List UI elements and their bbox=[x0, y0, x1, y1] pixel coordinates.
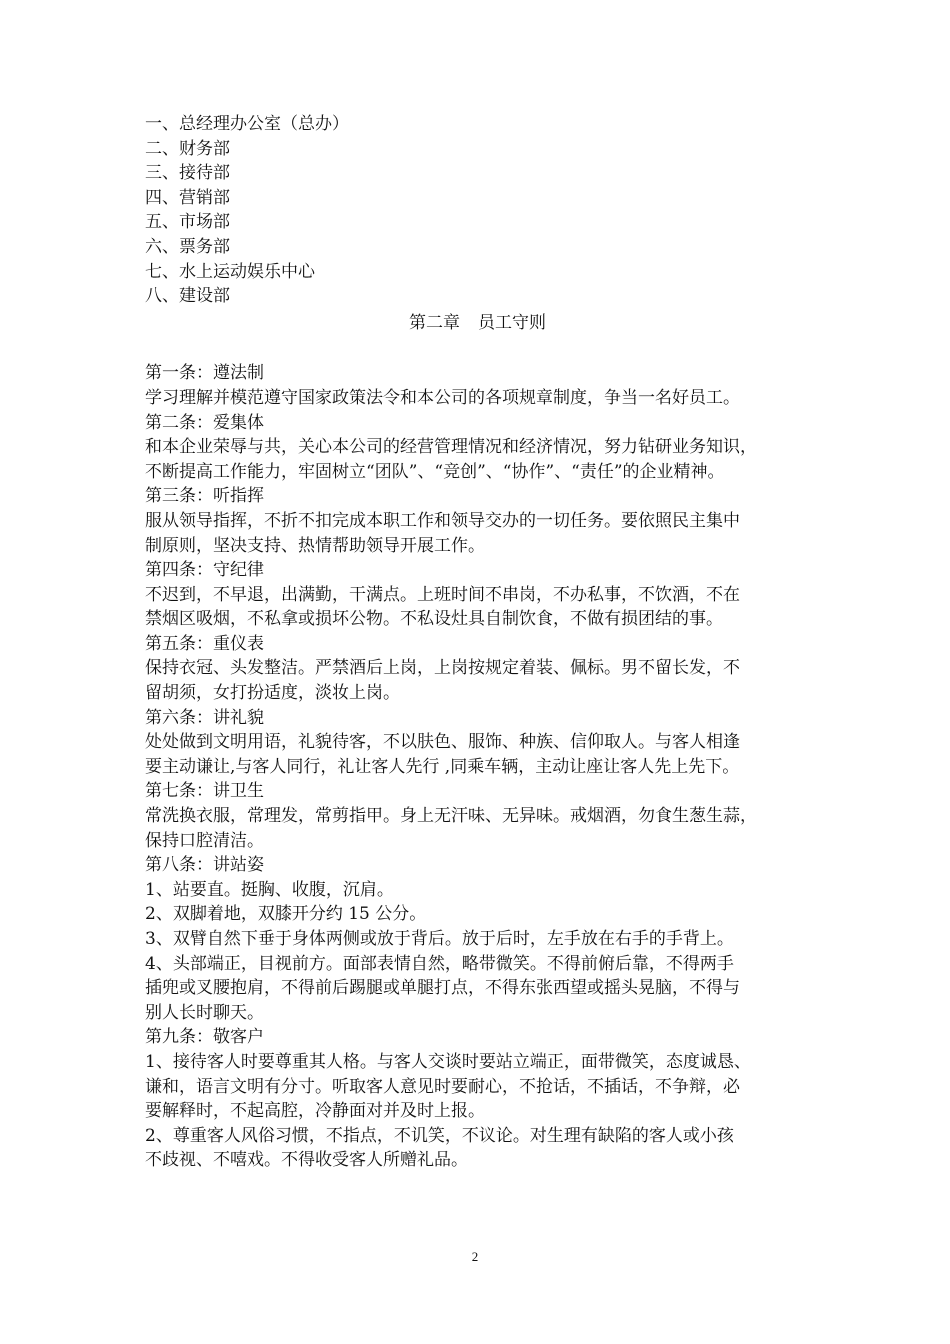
article-text-line: 不歧视、不嘻戏。不得收受客人所赠礼品。 bbox=[145, 1150, 468, 1171]
department-item: 四、营销部 bbox=[145, 187, 230, 208]
article-text-line: 不迟到，不早退，出满勤，干满点。上班时间不串岗，不办私事，不饮酒，不在 bbox=[145, 584, 740, 605]
article bbox=[145, 853, 810, 1025]
article-text-line: 服从领导指挥，不折不扣完成本职工作和领导交办的一切任务。要依照民主集中 bbox=[145, 510, 740, 531]
article bbox=[145, 706, 810, 780]
department-item: 七、水上运动娱乐中心 bbox=[145, 261, 315, 282]
department-item: 八、建设部 bbox=[145, 286, 230, 307]
article-text-line: 常洗换衣服，常理发，常剪指甲。身上无汗味、无异味。戒烟酒，勿食生葱生蒜， bbox=[145, 806, 757, 827]
article-heading: 第五条：重仪表 bbox=[145, 633, 264, 654]
article-text-line: 处处做到文明用语，礼貌待客，不以肤色、服饰、种族、信仰取人。与客人相逢 bbox=[145, 732, 740, 753]
article-text-line: 谦和，语言文明有分寸。听取客人意见时要耐心，不抢话，不插话，不争辩，必 bbox=[145, 1076, 740, 1097]
article bbox=[145, 361, 810, 410]
article-text-line: 制原则，坚决支持、热情帮助领导开展工作。 bbox=[145, 535, 485, 556]
article-list bbox=[145, 361, 810, 1173]
department-item: 三、接待部 bbox=[145, 163, 230, 184]
department-item: 二、财务部 bbox=[145, 138, 230, 159]
article-text-line: 别人长时聊天。 bbox=[145, 1002, 264, 1023]
article-text-line: 保持口腔清洁。 bbox=[145, 830, 264, 851]
article-text-line: 1、站要直。挺胸、收腹，沉肩。 bbox=[145, 879, 394, 900]
article-heading: 第四条：守纪律 bbox=[145, 560, 264, 581]
department-list bbox=[145, 112, 810, 309]
article-text-line: 要主动谦让,与客人同行，礼让客人先行 ,同乘车辆，主动让座让客人先上先下。 bbox=[145, 756, 740, 777]
article-heading: 第三条：听指挥 bbox=[145, 486, 264, 507]
chapter-number: 第二章 bbox=[409, 312, 460, 333]
article bbox=[145, 632, 810, 706]
article bbox=[145, 1025, 810, 1173]
article bbox=[145, 411, 810, 485]
article bbox=[145, 779, 810, 853]
article-heading: 第六条：讲礼貌 bbox=[145, 707, 264, 728]
article-text-line: 要解释时，不起高腔，冷静面对并及时上报。 bbox=[145, 1101, 485, 1122]
page-content bbox=[145, 112, 810, 1173]
article-heading: 第二条：爱集体 bbox=[145, 412, 264, 433]
article-text-line: 禁烟区吸烟，不私拿或损坏公物。不私设灶具自制饮食，不做有损团结的事。 bbox=[145, 609, 723, 630]
chapter-title: 员工守则 bbox=[478, 312, 546, 333]
article-text-line: 插兜或叉腰抱肩，不得前后踢腿或单腿打点，不得东张西望或摇头晃脑，不得与 bbox=[145, 978, 740, 999]
article-text-line: 2、双脚着地，双膝开分约 15 公分。 bbox=[145, 904, 427, 925]
article-text-line: 不断提高工作能力，牢固树立“团队”、“竞创”、“协作”、“责任”的企业精神。 bbox=[145, 461, 725, 482]
article-heading: 第七条：讲卫生 bbox=[145, 781, 264, 802]
article-text-line: 留胡须，女打扮适度，淡妆上岗。 bbox=[145, 683, 400, 704]
article-text-line: 和本企业荣辱与共，关心本公司的经营管理情况和经济情况，努力钻研业务知识， bbox=[145, 437, 757, 458]
article bbox=[145, 484, 810, 558]
article-text-line: 4、头部端正，目视前方。面部表情自然，略带微笑。不得前俯后靠，不得两手 bbox=[145, 953, 734, 974]
article-heading: 第一条：遵法制 bbox=[145, 363, 264, 384]
article-text-line: 1、接待客人时要尊重其人格。与客人交谈时要站立端正，面带微笑，态度诚恳、 bbox=[145, 1051, 751, 1072]
department-item: 一、总经理办公室（总办） bbox=[145, 114, 349, 134]
article bbox=[145, 558, 810, 632]
article-text-line: 3、双臂自然下垂于身体两侧或放于背后。放于后时，左手放在右手的手背上。 bbox=[145, 929, 734, 949]
article-heading: 第八条：讲站姿 bbox=[145, 855, 264, 876]
chapter-heading bbox=[145, 311, 810, 336]
department-item: 六、票务部 bbox=[145, 236, 230, 257]
article-text-line: 保持衣冠、头发整洁。严禁酒后上岗，上岗按规定着装、佩标。男不留长发，不 bbox=[145, 658, 740, 679]
department-item: 五、市场部 bbox=[145, 212, 230, 233]
article-text-line: 学习理解并模范遵守国家政策法令和本公司的各项规章制度，争当一名好员工。 bbox=[145, 387, 740, 408]
page-number: 2 bbox=[471, 1249, 479, 1264]
article-heading: 第九条：敬客户 bbox=[145, 1027, 264, 1048]
article-text-line: 2、尊重客人风俗习惯，不指点，不讥笑，不议论。对生理有缺陷的客人或小孩 bbox=[145, 1125, 734, 1146]
